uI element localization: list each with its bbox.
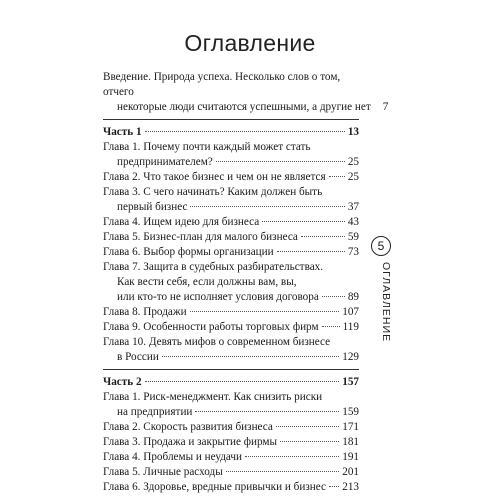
toc-chapter <box>103 245 359 260</box>
toc-line-last <box>103 100 389 115</box>
toc-line-last <box>103 200 359 215</box>
part-1-chapter-list <box>103 140 359 365</box>
toc-line: Глава 7. Защита в судебных разбирательствах. <box>103 261 324 273</box>
page-number-circle <box>371 236 391 256</box>
toc-leader <box>322 326 340 327</box>
toc-line-last <box>103 230 359 245</box>
toc-leader <box>162 356 339 357</box>
toc-page-number: 201 <box>342 466 359 478</box>
toc-text: Глава 2. Что такое бизнес и чем он не является <box>103 171 326 183</box>
toc-leader <box>190 206 344 207</box>
toc-line-last <box>103 350 359 365</box>
toc-text: предпринимателем? <box>117 156 213 168</box>
page-title: Оглавление <box>184 30 316 56</box>
running-header: ОГЛАВЛЕНИЕ <box>380 262 392 343</box>
toc-page-number: 119 <box>342 321 359 333</box>
toc-chapter <box>103 230 359 245</box>
toc-page-number: 129 <box>342 351 359 363</box>
toc-page-number: 89 <box>347 291 359 303</box>
toc-line-last <box>103 435 359 450</box>
toc-text: Глава 9. Особенности работы торговых фирм <box>103 321 319 333</box>
toc-page-number: 25 <box>347 156 359 168</box>
toc-page-number: 59 <box>347 231 359 243</box>
toc-page-number: 43 <box>347 216 359 228</box>
toc-chapter <box>103 435 359 450</box>
part-title: Часть 1 <box>103 126 142 138</box>
toc-part-1 <box>103 125 359 140</box>
toc-chapter <box>103 185 359 215</box>
toc-leader <box>301 236 345 237</box>
toc-leader <box>276 426 339 427</box>
toc-text: Глава 5. Бизнес-план для малого бизнеса <box>103 231 298 243</box>
toc-line-last <box>103 290 359 305</box>
toc-leader <box>322 296 345 297</box>
toc-chapter <box>103 305 359 320</box>
toc-page-number: 13 <box>347 126 359 138</box>
toc-part-2 <box>103 375 359 390</box>
toc-line-last <box>103 215 359 230</box>
toc-chapter <box>103 335 359 365</box>
toc-page-number: 157 <box>342 376 359 388</box>
toc-text: первый бизнес <box>117 201 188 213</box>
toc-chapter <box>103 420 359 435</box>
toc-chapter <box>103 465 359 480</box>
toc-leader <box>329 176 345 177</box>
toc-text: Глава 4. Ищем идею для бизнеса <box>103 216 260 228</box>
toc-line-last <box>103 125 359 140</box>
toc-line: Введение. Природа успеха. Несколько слов о том, отчего <box>103 71 341 98</box>
toc-page-number: 7 <box>382 101 389 113</box>
toc-chapter <box>103 320 359 335</box>
toc-line: Глава 3. С чего начинать? Каким должен быть <box>103 186 323 198</box>
toc-text: Глава 5. Личные расходы <box>103 466 223 478</box>
toc-line: Как вести себя, если должны вам, вы, <box>117 276 297 288</box>
toc-line: Глава 1. Почему почти каждый может стать <box>103 141 311 153</box>
toc-leader <box>226 471 339 472</box>
toc-text: на предприятии <box>117 406 193 418</box>
toc-line-last <box>103 375 359 390</box>
toc-chapter <box>103 140 359 170</box>
toc-chapter <box>103 480 359 495</box>
toc-line-last <box>103 245 359 260</box>
toc-text: Глава 3. Продажа и закрытие фирмы <box>103 436 277 448</box>
toc-line-last <box>103 480 359 495</box>
toc-chapter <box>103 390 359 420</box>
toc-text: некоторые люди считаются успешными, а другие нет <box>117 101 371 113</box>
toc-page-number: 73 <box>347 246 359 258</box>
toc-chapter <box>103 450 359 465</box>
page-number: 5 <box>377 239 385 253</box>
divider <box>103 119 359 120</box>
toc-leader <box>145 131 345 132</box>
toc-line: Глава 10. Девять мифов о современном бизнесе <box>103 336 331 348</box>
part-2-chapter-list <box>103 390 359 495</box>
toc-leader <box>145 381 340 382</box>
toc-page-number: 213 <box>342 481 359 493</box>
toc-leader <box>245 456 339 457</box>
toc-leader <box>277 251 345 252</box>
toc-page-number: 25 <box>347 171 359 183</box>
toc-intro <box>103 70 389 115</box>
toc-line-last <box>103 320 359 335</box>
part-title: Часть 2 <box>103 376 142 388</box>
toc-line: Глава 1. Риск-менеджмент. Как снизить риски <box>103 391 323 403</box>
toc-leader <box>195 411 339 412</box>
toc-line-last <box>103 170 359 185</box>
toc-text: Глава 6. Выбор формы организации <box>103 246 274 258</box>
toc-leader <box>329 486 339 487</box>
toc-text: в России <box>117 351 159 363</box>
toc-text: Глава 2. Скорость развития бизнеса <box>103 421 273 433</box>
toc-page-number: 191 <box>342 451 359 463</box>
toc-page-number: 181 <box>342 436 359 448</box>
toc-leader <box>190 311 340 312</box>
toc-line-last <box>103 305 359 320</box>
toc-line-last <box>103 450 359 465</box>
toc-chapter <box>103 260 359 305</box>
toc-line-last <box>103 155 359 170</box>
divider <box>103 369 359 370</box>
toc-line-last <box>103 405 359 420</box>
toc-line-last <box>103 420 359 435</box>
toc-leader <box>280 441 339 442</box>
toc-chapter <box>103 215 359 230</box>
toc-page-number: 171 <box>342 421 359 433</box>
toc-leader <box>262 221 345 222</box>
toc-line-last <box>103 465 359 480</box>
toc-page-number: 159 <box>342 406 359 418</box>
toc-page-number: 107 <box>342 306 359 318</box>
toc-text: или кто-то не исполняет условия договора <box>117 291 319 303</box>
toc-text: Глава 8. Продажи <box>103 306 187 318</box>
toc-text: Глава 6. Здоровье, вредные привычки и бизнес <box>103 481 326 493</box>
toc-chapter <box>103 170 359 185</box>
toc-leader <box>216 161 345 162</box>
toc-text: Глава 4. Проблемы и неудачи <box>103 451 243 463</box>
toc-page-number: 37 <box>347 201 359 213</box>
